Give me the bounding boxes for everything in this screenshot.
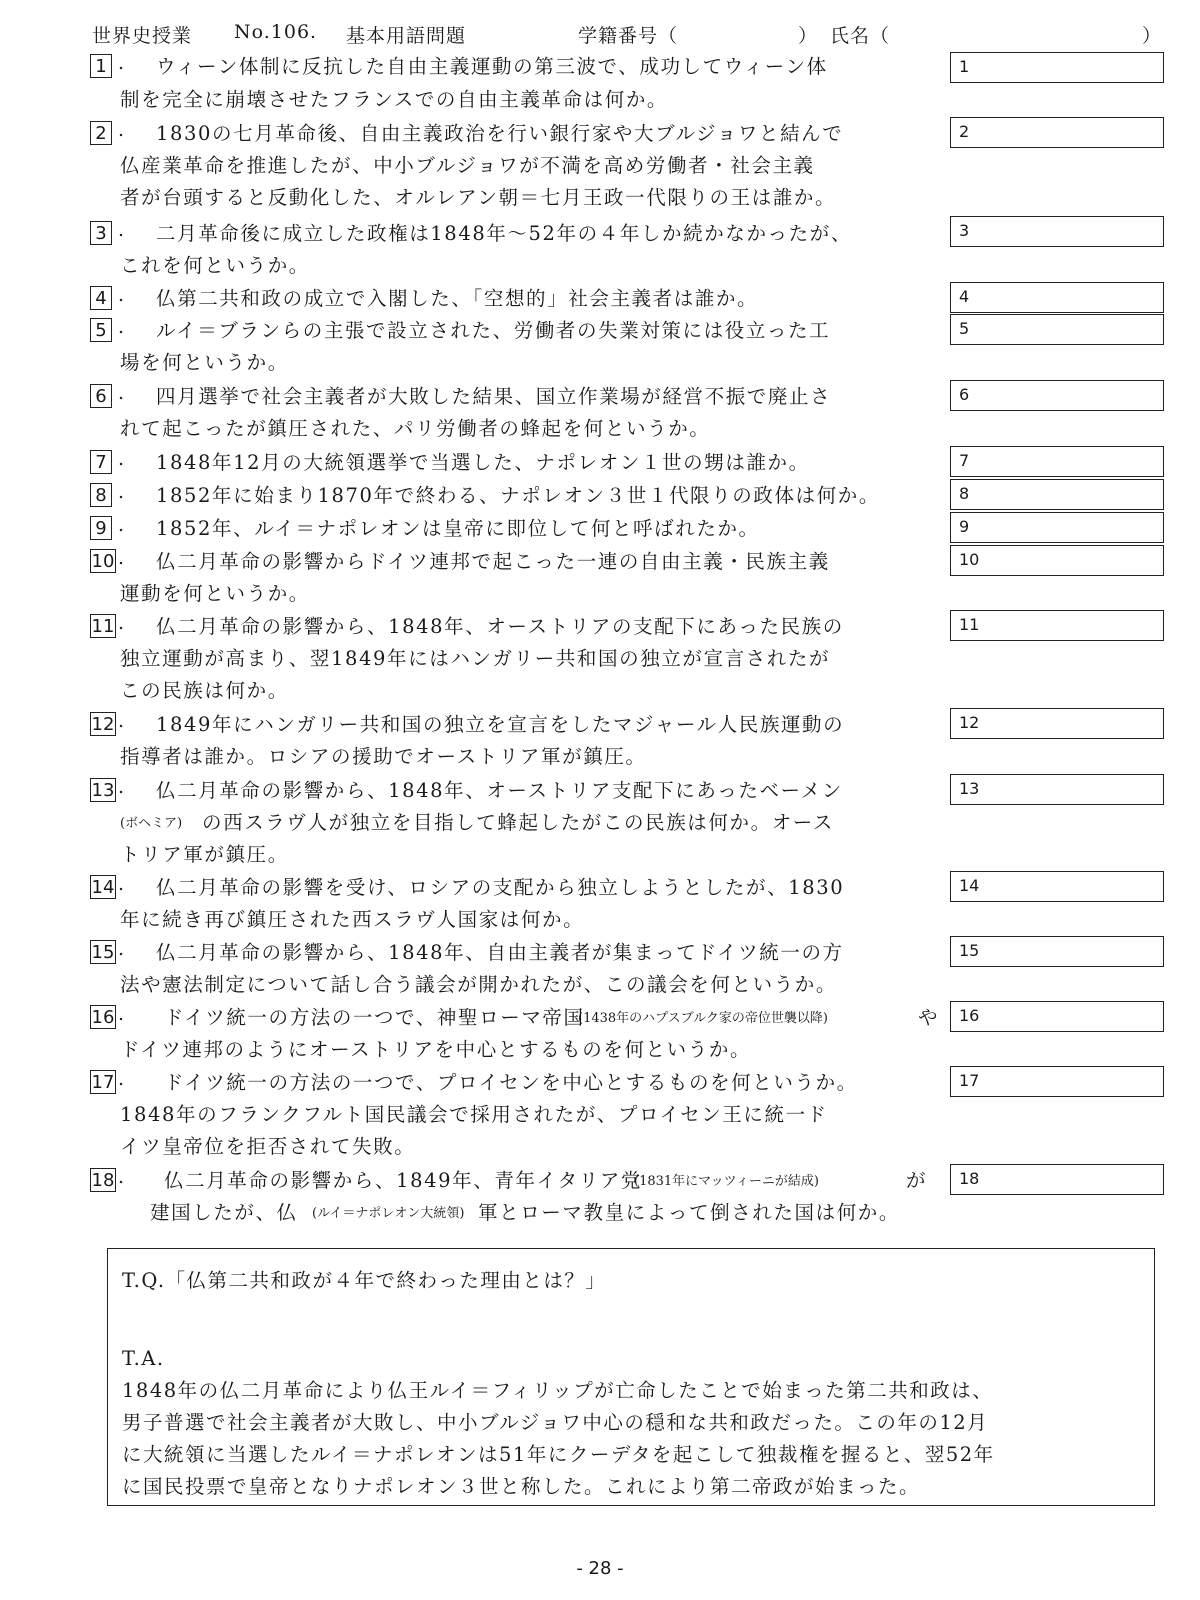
question-number: 4 bbox=[90, 286, 112, 310]
question-text: 制を完全に崩壊させたフランスでの自由主義革命は何か。 bbox=[120, 88, 669, 111]
question-text: 仏二月革命の影響から、1849年、青年イタリア党 bbox=[164, 1169, 643, 1192]
question-text: イツ皇帝位を拒否されて失敗。 bbox=[120, 1135, 416, 1158]
teacher-answer-line: に国民投票で皇帝となりナポレオン３世と称した。これにより第二帝政が始まった。 bbox=[122, 1475, 921, 1498]
answer-box-13[interactable]: 13 bbox=[950, 774, 1164, 805]
question-text: トリア軍が鎮圧。 bbox=[120, 843, 289, 866]
question-text: 1852年、ルイ＝ナポレオンは皇帝に即位して何と呼ばれたか。 bbox=[156, 517, 760, 540]
teacher-answer-line: に大統領に当選したルイ＝ナポレオンは51年にクーデタを起こして独裁権を握ると、翌52年 bbox=[122, 1443, 995, 1466]
question-text: 仏二月革命の影響を受け、ロシアの支配から独立しようとしたが、1830 bbox=[156, 876, 845, 899]
question-text: ルイ＝ブランらの主張で設立された、労働者の失業対策には役立った工 bbox=[156, 319, 831, 342]
answer-box-17[interactable]: 17 bbox=[950, 1066, 1164, 1097]
question-number: 9 bbox=[90, 516, 112, 540]
question-text: 仏産業革命を推進したが、中小ブルジョワが不満を高め労働者・社会主義 bbox=[120, 154, 815, 177]
answer-box-10[interactable]: 10 bbox=[950, 545, 1164, 576]
question-number: 13 bbox=[91, 780, 115, 801]
question-text: これを何というか。 bbox=[120, 254, 310, 277]
question-number: 1 bbox=[90, 54, 112, 78]
question-number: 3 bbox=[90, 221, 112, 245]
answer-box-18[interactable]: 18 bbox=[950, 1164, 1164, 1195]
question-number: 11 bbox=[91, 616, 115, 637]
question-text: 仏二月革命の影響から、1848年、オーストリアの支配下にあった民族の bbox=[156, 615, 844, 638]
answer-box-14[interactable]: 14 bbox=[950, 871, 1164, 902]
question-text: 1830の七月革命後、自由主義政治を行い銀行家や大ブルジョワと結んで bbox=[156, 122, 844, 145]
question-text: 年に続き再び鎮圧された西スラヴ人国家は何か。 bbox=[120, 908, 585, 931]
name-label-close: ） bbox=[1142, 25, 1163, 47]
question-text: 仏第二共和政の成立で入閣した、「空想的」社会主義者は誰か。 bbox=[156, 287, 759, 310]
teacher-answer-line: 男子普選で社会主義者が大敗し、中小ブルジョワ中心の穏和な共和政だった。この年の12月 bbox=[122, 1411, 989, 1434]
worksheet-header bbox=[92, 17, 1162, 49]
question-text: 1848年のフランクフルト国民議会で採用されたが、プロイセン王に統一ド bbox=[120, 1103, 828, 1126]
worksheet-title: 基本用語問題 bbox=[346, 25, 467, 47]
question-text: 軍とローマ教皇によって倒された国は何か。 bbox=[478, 1201, 901, 1224]
question-text: の西スラヴ人が独立を目指して蜂起したがこの民族は何か。オース bbox=[202, 811, 835, 834]
question-annotation: (ボヘミア) bbox=[120, 816, 183, 831]
answer-box-7[interactable]: 7 bbox=[950, 446, 1164, 477]
answer-box-6[interactable]: 6 bbox=[950, 380, 1164, 411]
course-name: 世界史授業 bbox=[92, 25, 193, 47]
student-id-label: 学籍番号（ ） bbox=[578, 25, 819, 47]
question-text: ドイツ連邦のようにオーストリアを中心とするものを何というか。 bbox=[120, 1038, 752, 1061]
question-annotation: (1438年のハプスブルク家の帝位世襲以降) bbox=[578, 1011, 828, 1026]
name-label: 氏名（ bbox=[830, 25, 891, 47]
question-text: 仏二月革命の影響から、1848年、オーストリア支配下にあったベーメン bbox=[156, 779, 843, 802]
question-text: 法や憲法制定について話し合う議会が開かれたが、この議会を何というか。 bbox=[120, 973, 838, 996]
question-text: 四月選挙で社会主義者が大敗した結果、国立作業場が経営不振で廃止さ bbox=[156, 385, 832, 408]
question-text: 運動を何というか。 bbox=[120, 582, 310, 605]
question-text: ドイツ統一の方法の一つで、プロイセンを中心とするものを何というか。 bbox=[164, 1071, 858, 1094]
answer-box-12[interactable]: 12 bbox=[950, 708, 1164, 739]
question-text: れて起こったが鎮圧された、パリ労働者の蜂起を何というか。 bbox=[120, 417, 711, 440]
question-text: 仏二月革命の影響から、1848年、自由主義者が集まってドイツ統一の方 bbox=[156, 941, 844, 964]
answer-box-3[interactable]: 3 bbox=[950, 216, 1164, 247]
question-number: 6 bbox=[90, 384, 112, 408]
question-number: 5 bbox=[90, 318, 112, 342]
question-text: 指導者は誰か。ロシアの援助でオーストリア軍が鎮圧。 bbox=[120, 745, 647, 768]
question-text: 二月革命後に成立した政権は1848年～52年の４年しか続かなかったが、 bbox=[156, 222, 852, 245]
question-number: 14 bbox=[91, 877, 115, 898]
question-text: 独立運動が高まり、翌1849年にはハンガリー共和国の独立が宣言されたが bbox=[120, 647, 831, 670]
teacher-question: T.Q.「仏第二共和政が４年で終わった理由とは？」 bbox=[122, 1269, 607, 1292]
answer-box-1[interactable]: 1 bbox=[950, 52, 1164, 83]
question-text: 場を何というか。 bbox=[120, 351, 289, 374]
page-number: - 28 - bbox=[576, 1558, 624, 1579]
question-number: 15 bbox=[91, 942, 115, 963]
question-text: この民族は何か。 bbox=[120, 679, 289, 702]
question-number: 10 bbox=[91, 551, 115, 572]
question-number: 16 bbox=[91, 1007, 115, 1028]
question-annotation: (1831年にマッツィーニが結成) bbox=[634, 1174, 819, 1189]
question-annotation: (ルイ＝ナポレオン大統領) bbox=[312, 1206, 465, 1221]
question-text: ウィーン体制に反抗した自由主義運動の第三波で、成功してウィーン体 bbox=[156, 55, 828, 78]
question-text: 1852年に始まり1870年で終わる、ナポレオン３世１代限りの政体は何か。 bbox=[156, 484, 880, 507]
question-number: 7 bbox=[90, 450, 112, 474]
teacher-question-box bbox=[107, 1248, 1155, 1506]
worksheet-number: No.106. bbox=[234, 21, 318, 43]
question-number: 18 bbox=[91, 1170, 115, 1191]
question-text: 仏二月革命の影響からドイツ連邦で起こった一連の自由主義・民族主義 bbox=[156, 550, 830, 573]
teacher-answer-line: 1848年の仏二月革命により仏王ルイ＝フィリップが亡命したことで始まった第二共和政は、 bbox=[122, 1379, 994, 1402]
answer-box-11[interactable]: 11 bbox=[950, 610, 1164, 641]
teacher-answer-label: T.A. bbox=[122, 1347, 165, 1370]
question-number: 8 bbox=[90, 483, 112, 507]
question-text: 建国したが、仏 bbox=[150, 1201, 298, 1224]
question-text: や bbox=[918, 1006, 940, 1029]
question-text: 者が台頭すると反動化した、オルレアン朝＝七月王政一代限りの王は誰か。 bbox=[120, 186, 837, 209]
answer-box-4[interactable]: 4 bbox=[950, 282, 1164, 313]
worksheet-page: 世界史授業 No.106. 基本用語問題 学籍番号（ ） 氏名（ ） 1 . ウィーン体制に反抗した自由主義運動の第三波で、成功してウィーン体 制を完全に崩壊させたフランスでの自由主義革命は何か。 1 2 . 1830の七月革命後、自由主義政治を行い銀行家や大ブルジョワと結んで 仏産業革命を推進したが、中小ブルジョワが不満を高め労働者・社会主義 者が台頭すると反動化した、オルレアン朝＝七月王政一代限りの王は誰か。 2 3 . 二月革命後に成立した政権は1848年～52年の４年しか続かなかったが、 これを何というか。 3 4 . 仏第二共和政の成立で入閣した、「空想的」社会主義者は誰か。 4 5 . ルイ＝ブランらの主張で設立された、労働者の失業対策には役立った工 場を何というか。 5 6 . 四月選挙で社会主義者が大敗した結果、国立作業場が経営不振で廃止さ れて起こったが鎮圧された、パリ労働者の蜂起を何というか。 6 7 . 1848年12月の大統領選挙で当選した、ナポレオン１世の甥は誰か。 7 8 . 1852年に始まり1870年で終わる、ナポレオン３世１代限りの政体は何か。 8 9 . 1852年、ルイ＝ナポレオンは皇帝に即位して何と呼ばれたか。 9 10 . 仏二月革命の影響からドイツ連邦で起こった一連の自由主義・民族主義 運動を何というか。 10 11 . 仏二月革命の影響から、1848年、オーストリアの支配下にあった民族の 独立運動が高まり、翌1849年にはハンガリー共和国の独立が宣言されたが この民族は何か。 11 12 . 1849年にハンガリー共和国の独立を宣言をしたマジャール人民族運動の 指導者は誰か。ロシアの援助でオーストリア軍が鎮圧。 12 13 . 仏二月革命の影響から、1848年、オーストリア支配下にあったベーメン (ボヘミア) の西スラヴ人が独立を目指して蜂起したがこの民族は何か。オース トリア軍が鎮圧。 13 14 . 仏二月革命の影響を受け、ロシアの支配から独立しようとしたが、1830 年に続き再び鎮圧された西スラヴ人国家は何か。 14 15 . 仏二月革命の影響から、1848年、自由主義者が集まってドイツ統一の方 法や憲法制定について話し合う議会が開かれたが、この議会を何というか。 15 16 . ドイツ統一の方法の一つで、神聖ローマ帝国 (1438年のハプスブルク家の帝位世襲以降) や ドイツ連邦のようにオーストリアを中心とするものを何というか。 16 17 . ドイツ統一の方法の一つで、プロイセンを中心とするものを何というか。 1848年のフランクフルト国民議会で採用されたが、プロイセン王に統一ド イツ皇帝位を拒否されて失敗。 17 18 . 仏二月革命の影響から、1849年、青年イタリア党 (1831年にマッツィーニが結成) が 建国したが、仏 (ルイ＝ナポレオン大統領) 軍とローマ教皇によって倒された国は何か。 18 T.Q.「仏第二共和政が４年で終わった理由とは？」 T.A. 1848年の仏二月革命により仏王ルイ＝フィリップが亡命したことで始まった第二共和政は、 男子普選で社会主義者が大敗し、中小ブルジョワ中心の穏和な共和政だった。この年の12月 に大統領に当選したルイ＝ナポレオンは51年にクーデタを起こして独裁権を握ると、翌52年 に国民投票で皇帝となりナポレオン３世と称した。これにより第二帝政が始まった。 - 28 - bbox=[0, 0, 1200, 1600]
answer-box-15[interactable]: 15 bbox=[950, 936, 1164, 967]
answer-box-5[interactable]: 5 bbox=[950, 314, 1164, 345]
question-text: が bbox=[906, 1169, 928, 1192]
answer-box-9[interactable]: 9 bbox=[950, 512, 1164, 543]
question-number: 2 bbox=[90, 121, 112, 145]
answer-box-8[interactable]: 8 bbox=[950, 479, 1164, 510]
answer-box-16[interactable]: 16 bbox=[950, 1001, 1164, 1032]
answer-box-2[interactable]: 2 bbox=[950, 117, 1164, 148]
question-number: 12 bbox=[91, 714, 115, 735]
question-text: ドイツ統一の方法の一つで、神聖ローマ帝国 bbox=[164, 1006, 585, 1029]
question-number: 17 bbox=[91, 1072, 115, 1093]
question-text: 1848年12月の大統領選挙で当選した、ナポレオン１世の甥は誰か。 bbox=[156, 451, 810, 474]
question-text: 1849年にハンガリー共和国の独立を宣言をしたマジャール人民族運動の bbox=[156, 713, 845, 736]
